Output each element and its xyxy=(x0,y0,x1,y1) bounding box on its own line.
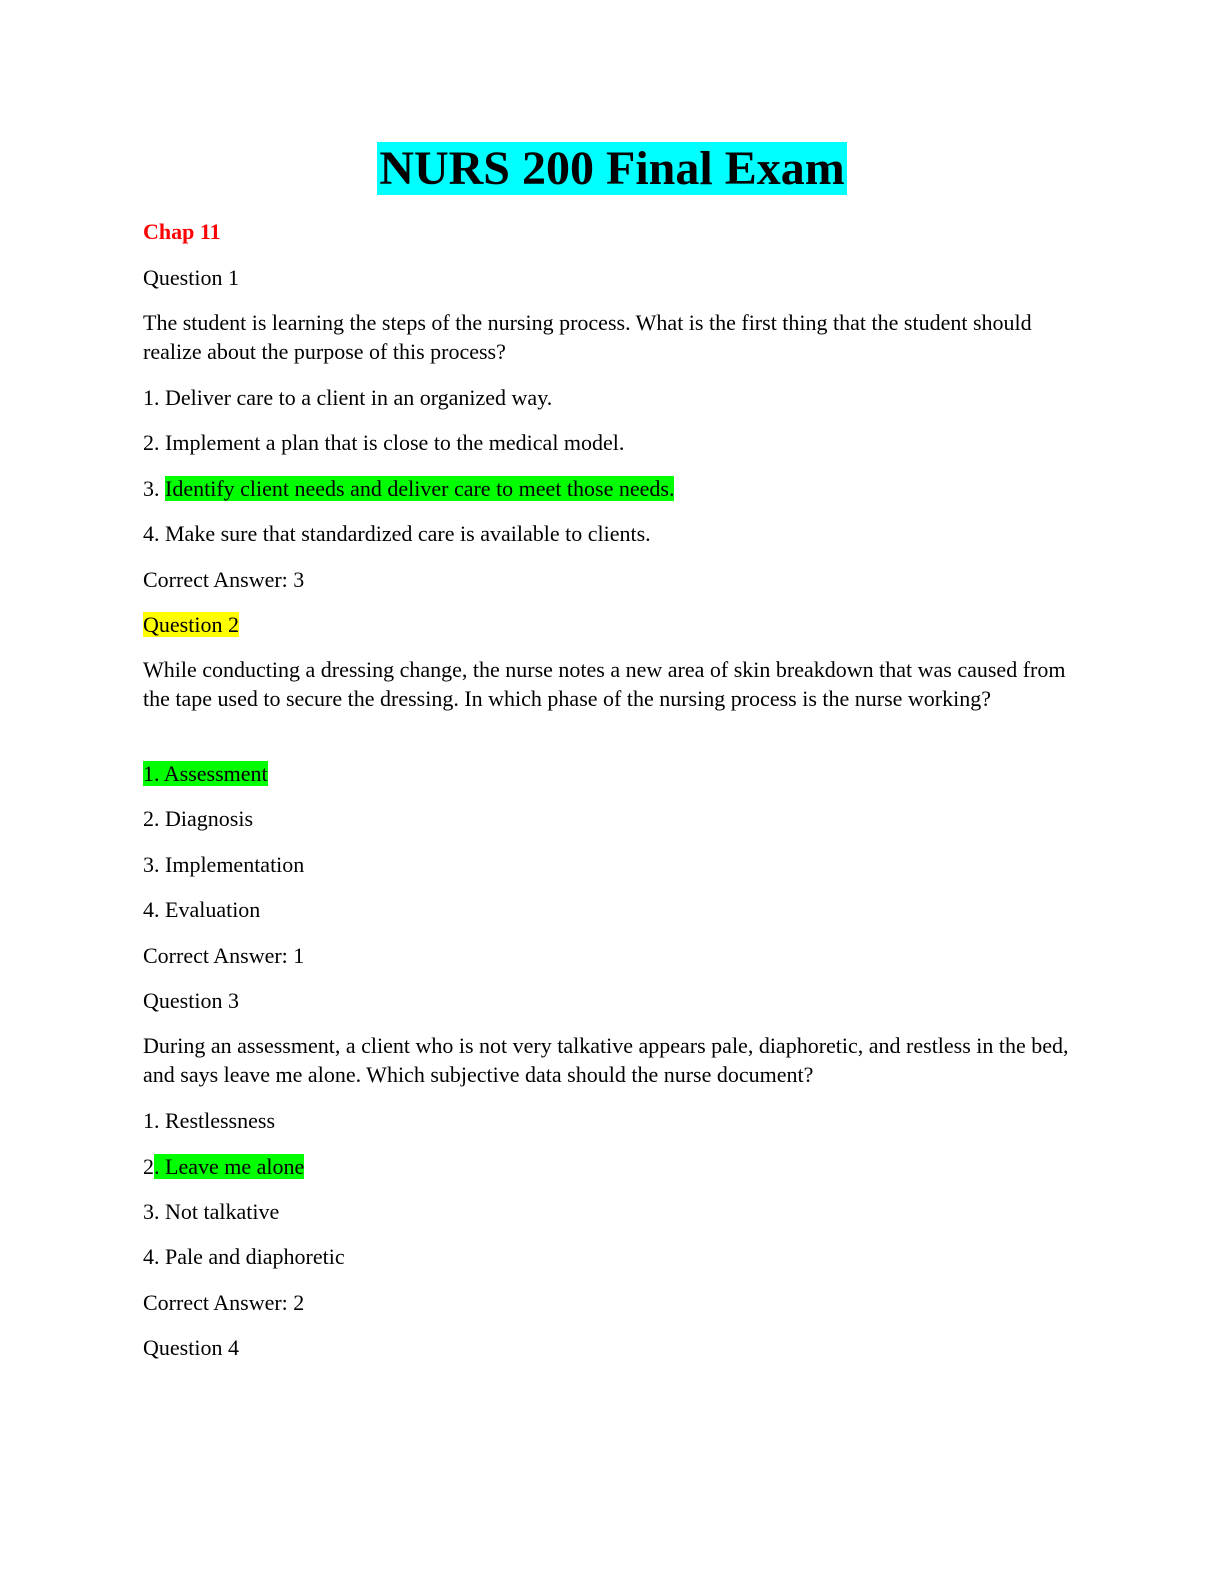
correct-answer: Correct Answer: 1 xyxy=(143,943,305,968)
answer-option-correct: 3. Identify client needs and deliver care to meet those needs. xyxy=(143,476,675,501)
answer-option: 1. Deliver care to a client in an organized way. xyxy=(143,385,553,410)
correct-answer: Correct Answer: 3 xyxy=(143,567,305,592)
answer-option: 4. Make sure that standardized care is available to clients. xyxy=(143,521,651,546)
chapter-heading: Chap 11 xyxy=(143,219,221,244)
answer-option: 3. Implementation xyxy=(143,852,305,877)
question-stem: While conducting a dressing change, the nurse notes a new area of skin breakdown that was caused from the tape used to secure the dressing. In which phase of the nursing process is the nurse working? xyxy=(143,657,1066,711)
question-label: Question 1 xyxy=(143,265,239,290)
correct-highlight: 1. Assessment xyxy=(143,761,268,786)
answer-option: 2. Diagnosis xyxy=(143,806,253,831)
answer-option-correct xyxy=(143,759,1083,788)
answer-option: 4. Evaluation xyxy=(143,897,261,922)
correct-highlight: Identify client needs and deliver care to meet those needs. xyxy=(165,476,675,501)
page-title: NURS 200 Final Exam xyxy=(379,142,845,195)
question-label xyxy=(143,610,1083,639)
answer-option: 3. Not talkative xyxy=(143,1199,280,1224)
question-stem: The student is learning the steps of the nursing process. What is the first thing that the student should realize about the purpose of this process? xyxy=(143,310,1032,364)
question-label: Question 3 xyxy=(143,988,239,1013)
correct-answer: Correct Answer: 2 xyxy=(143,1290,305,1315)
correct-highlight: . Leave me alone xyxy=(154,1154,305,1179)
question-stem: During an assessment, a client who is not very talkative appears pale, diaphoretic, and restless in the bed, and says leave me alone. Which subjective data should the nurse document? xyxy=(143,1033,1069,1087)
question-label: Question 4 xyxy=(143,1335,239,1360)
answer-option: 1. Restlessness xyxy=(143,1108,275,1133)
answer-option-correct: 2. Leave me alone xyxy=(143,1154,305,1179)
answer-option: 4. Pale and diaphoretic xyxy=(143,1244,345,1269)
answer-option: 2. Implement a plan that is close to the medical model. xyxy=(143,430,625,455)
question-highlight: Question 2 xyxy=(143,612,239,637)
